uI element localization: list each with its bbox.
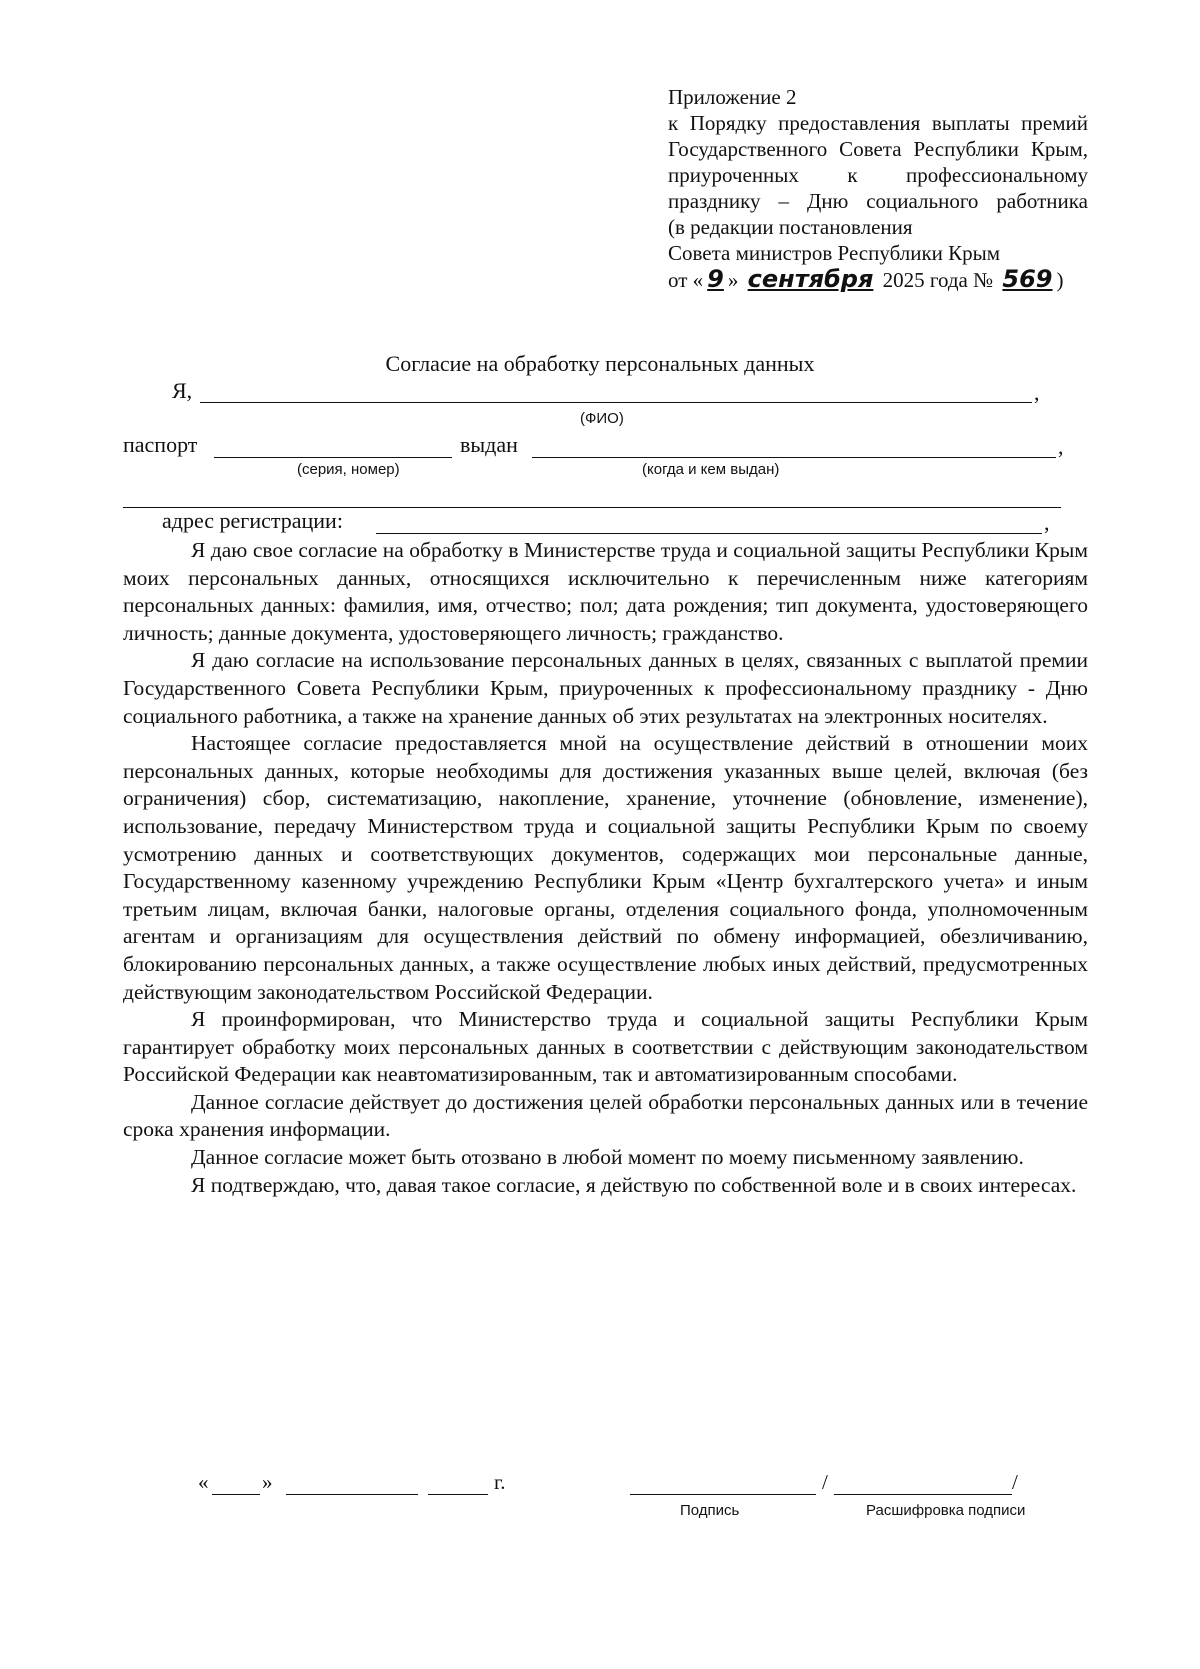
paragraph-confirmation: Я подтверждаю, что, давая такое согласие, я действую по собственной воле и в своих интересах. xyxy=(191,1172,1077,1197)
annex-date-mid: » xyxy=(727,268,739,292)
paragraph-informed: Я проинформирован, что Министерство труда и социальной защиты Республики Крым гарантирует обработку моих персональных данных в соответствии с действующим законодательством Российской Федерации как неавтоматизированным, так и автоматизированным способами. xyxy=(123,1007,1088,1087)
issued-caption: (когда и кем выдан) xyxy=(642,461,780,478)
annex-date-line xyxy=(668,266,1088,293)
date-year-suffix: г. xyxy=(494,1470,506,1494)
date-close-quote: » xyxy=(262,1470,273,1494)
fio-field[interactable] xyxy=(200,402,1032,403)
signature-slash-1: / xyxy=(822,1470,828,1494)
passport-number-field[interactable] xyxy=(214,457,452,458)
annex-edition-2: Совета министров Республики Крым xyxy=(668,241,1001,265)
issued-comma: , xyxy=(1058,434,1064,459)
date-open-quote: « xyxy=(198,1470,209,1494)
annex-date-prefix: от « xyxy=(668,268,704,292)
annex-header xyxy=(668,84,1088,293)
signature-decode-caption: Расшифровка подписи xyxy=(866,1502,1026,1519)
signature-field[interactable] xyxy=(630,1494,816,1495)
address-label: адрес регистрации: xyxy=(162,508,343,533)
paragraph-consent-categories: Я даю свое согласие на обработку в Министерстве труда и социальной защиты Республики Крым моих персональных данных, относящихся исключительно к перечисленным ниже категориям персональных данных: фамилия, имя, отчество; пол; дата рождения; тип документа, удостоверяющего личность; данные документа, удостоверяющего личность; гражданство. xyxy=(123,538,1088,645)
annex-text: к Порядку предоставления выплаты премий Государственного Совета Республики Крым, приуроченных к профессиональному празднику – Дню социального работника xyxy=(668,111,1088,213)
annex-month-handwritten: сентября xyxy=(747,265,874,293)
annex-number-handwritten: 569 xyxy=(1002,265,1053,293)
paragraph-validity: Данное согласие действует до достижения целей обработки персональных данных или в течение срока хранения информации. xyxy=(123,1089,1088,1142)
i-label: Я, xyxy=(172,378,193,403)
signature-caption: Подпись xyxy=(680,1502,740,1519)
signature-slash-2: / xyxy=(1012,1470,1018,1494)
document-title: Согласие на обработку персональных данных xyxy=(385,351,815,376)
annex-date-suffix: ) xyxy=(1056,268,1064,292)
annex-edition-1: (в редакции постановления xyxy=(668,215,913,239)
annex-title: Приложение 2 xyxy=(668,85,797,109)
signature-decode-field[interactable] xyxy=(834,1494,1012,1495)
fio-caption: (ФИО) xyxy=(580,410,624,427)
date-month-field[interactable] xyxy=(286,1494,418,1495)
paragraph-consent-actions: Настоящее согласие предоставляется мной на осуществление действий в отношении моих персональных данных, которые необходимы для достижения указанных выше целей, включая (без ограничения) сбор, систематизацию, накопление, хранение, уточнение (обновление, изменение), использование, передачу Министерством труда и социальной защиты Республики Крым по своему усмотрению данных и соответствующих документов, содержащих мои персональные данные, Государственному казенному учреждению Республики Крым «Центр бухгалтерского учета» и иным третьим лицам, включая банки, налоговые органы, отделения социального фонда, уполномоченным агентам и организациям для осуществления действий по обмену информацией, обезличиванию, блокированию персональных данных, а также осуществление любых иных действий, предусмотренных действующим законодательством Российской Федерации. xyxy=(123,731,1088,1004)
address-comma: , xyxy=(1044,510,1050,535)
passport-caption: (серия, номер) xyxy=(297,461,400,478)
issued-label: выдан xyxy=(460,432,518,457)
date-day-field[interactable] xyxy=(212,1494,260,1495)
fio-comma: , xyxy=(1034,380,1040,405)
paragraph-revocation: Данное согласие может быть отозвано в любой момент по моему письменному заявлению. xyxy=(191,1145,1024,1170)
paragraph-consent-purpose: Я даю согласие на использование персональных данных в целях, связанных с выплатой премии Государственного Совета Республики Крым, приуроченных к профессиональному празднику - Дню социального работника, а также на хранение данных об этих результатах на электронных носителях. xyxy=(123,648,1088,728)
consent-body xyxy=(123,537,1088,1199)
annex-year-text: 2025 года № xyxy=(882,268,994,292)
passport-issued-field[interactable] xyxy=(532,457,1056,458)
annex-day-handwritten: 9 xyxy=(707,265,724,293)
passport-label: паспорт xyxy=(123,432,198,457)
address-field[interactable] xyxy=(376,533,1042,534)
date-year-field[interactable] xyxy=(428,1494,488,1495)
